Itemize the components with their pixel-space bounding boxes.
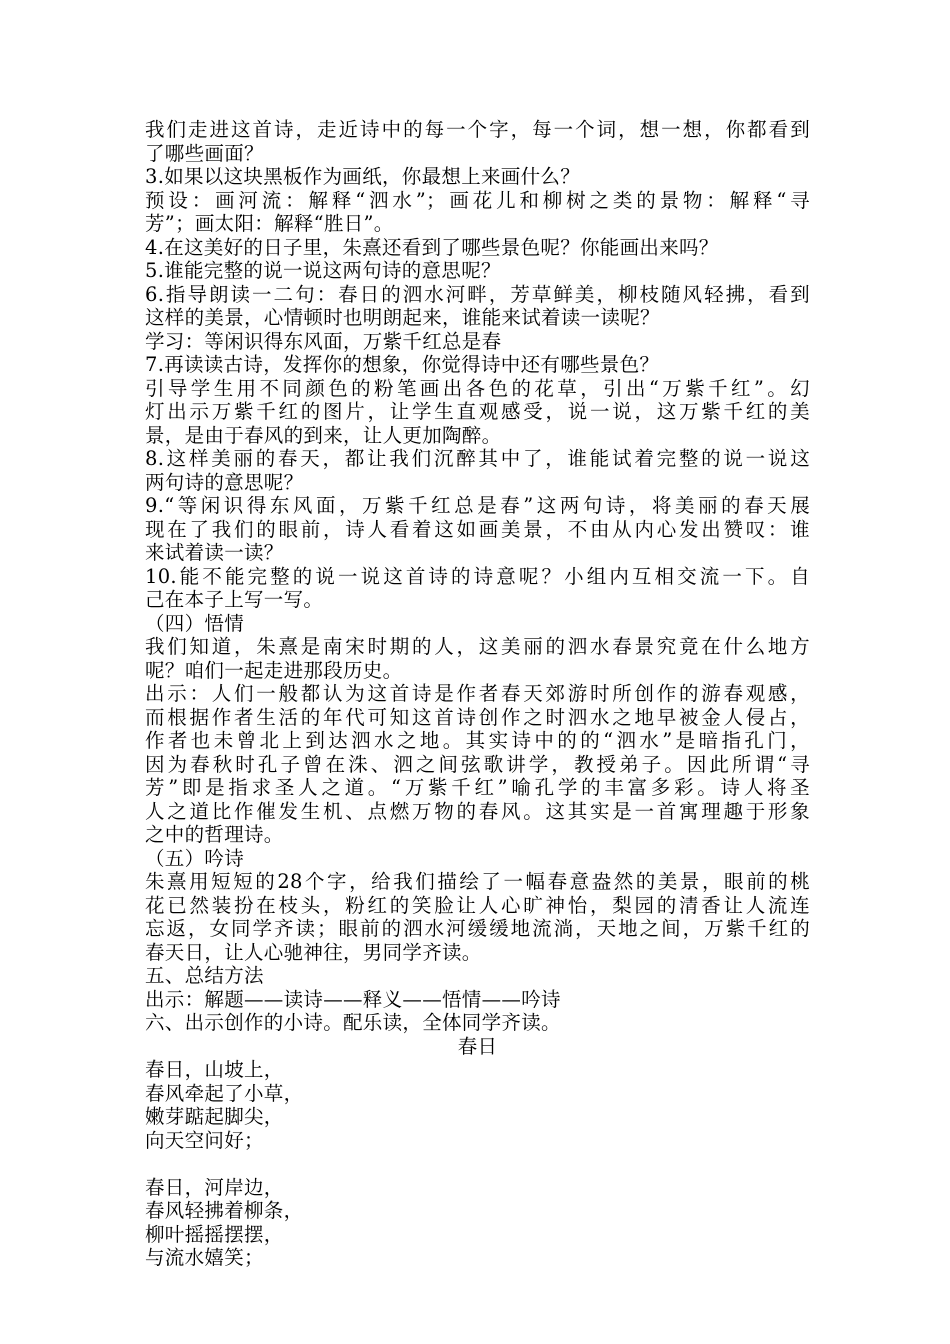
text-line: 6.指导朗读一二句：春日的泗水河畔，芳草鲜美，柳枝随风轻拂，看到	[145, 282, 810, 306]
text-line: 六、出示创作的小诗。配乐读，全体同学齐读。	[145, 1011, 561, 1034]
text-line: 春风轻拂着柳条，	[145, 1199, 304, 1222]
text-line: 引导学生用不同颜色的粉笔画出各色的花草，引出“万紫千红”。幻	[145, 376, 810, 400]
text-line: 之中的哲理诗。	[145, 823, 284, 846]
text-line: 7.再读读古诗，发挥你的想象，你觉得诗中还有哪些景色？	[145, 353, 660, 376]
text-line: 因为春秋时孔子曾在洙、泗之间弦歌讲学，教授弟子。因此所谓“寻	[145, 752, 810, 776]
text-line: 我们走进这首诗，走近诗中的每一个字，每一个词，想一想，你都看到	[145, 118, 810, 141]
text-line: （四）悟情	[145, 611, 245, 635]
text-line: 芳”；画太阳：解释“胜日”。	[145, 212, 394, 235]
text-line: 呢？咱们一起走进那段历史。	[145, 658, 403, 682]
text-line: 灯出示万紫千红的图片，让学生直观感受，说一说，这万紫千红的美	[145, 400, 810, 423]
text-line: 出示：人们一般都认为这首诗是作者春天郊游时所创作的游春观感，	[145, 682, 810, 705]
text-line: 作者也未曾北上到达泗水之地。其实诗中的的“泗水”是暗指孔门，	[145, 729, 810, 752]
text-line: 现在了我们的眼前，诗人看着这如画美景，不由从内心发出赞叹：谁	[145, 517, 810, 541]
text-line: 而根据作者生活的年代可知这首诗创作之时泗水之地早被金人侵占，	[145, 705, 810, 729]
text-line: 我们知道，朱熹是南宋时期的人，这美丽的泗水春景究竟在什么地方	[145, 635, 810, 658]
text-line: 嫩芽踮起脚尖，	[145, 1105, 284, 1128]
text-line: 3.如果以这块黑板作为画纸，你最想上来画什么？	[145, 165, 581, 188]
text-line: 忘返，女同学齐读；眼前的泗水河缓缓地流淌，天地之间，万紫千红的	[145, 917, 810, 940]
text-line: 柳叶摇摇摆摆，	[145, 1222, 284, 1246]
text-line: 朱熹用短短的28个字，给我们描绘了一幅春意盎然的美景，眼前的桃	[145, 870, 810, 893]
text-line: 两句诗的意思呢？	[145, 470, 304, 494]
text-line: 10.能不能完整的说一说这首诗的诗意呢？小组内互相交流一下。自	[145, 564, 810, 588]
text-line: 己在本子上写一写。	[145, 588, 324, 611]
text-line: 出示：解题——读诗——释义——悟情——吟诗	[145, 987, 561, 1011]
text-line: 花已然装扮在枝头，粉红的笑脸让人心旷神怡，梨园的清香让人流连	[145, 893, 810, 917]
text-line: 预设：画河流：解释“泗水”；画花儿和柳树之类的景物：解释“寻	[145, 188, 810, 212]
poem-title: 春日	[457, 1034, 498, 1058]
text-line: 4.在这美好的日子里，朱熹还看到了哪些景色呢？你能画出来吗？	[145, 235, 719, 259]
text-line: 春天日，让人心驰神往，男同学齐读。	[145, 940, 482, 964]
text-line: 与流水嬉笑；	[145, 1246, 264, 1269]
text-line: 春日，河岸边，	[145, 1175, 284, 1199]
text-line: 人之道比作催发生机、点燃万物的春风。这其实是一首寓理趣于形象	[145, 799, 810, 823]
text-line: 8.这样美丽的春天，都让我们沉醉其中了，谁能试着完整的说一说这	[145, 447, 810, 470]
text-line: 来试着读一读？	[145, 541, 284, 564]
text-line: 芳”即是指求圣人之道。“万紫千红”喻孔学的丰富多彩。诗人将圣	[145, 776, 810, 799]
text-line: 五、总结方法	[145, 964, 264, 987]
text-line: 这样的美景，心情顿时也明朗起来，谁能来试着读一读呢？	[145, 306, 660, 329]
text-line: 9.“等闲识得东风面，万紫千红总是春”这两句诗，将美丽的春天展	[145, 494, 810, 517]
text-line: 向天空问好；	[145, 1128, 264, 1152]
text-line: 5.谁能完整的说一说这两句诗的意思呢？	[145, 259, 501, 282]
text-line: 春风牵起了小草，	[145, 1081, 304, 1105]
text-line: 了哪些画面？	[145, 141, 264, 165]
text-line: 春日，山坡上，	[145, 1058, 284, 1081]
text-line: 景，是由于春风的到来，让人更加陶醉。	[145, 423, 502, 447]
blank-line	[145, 1152, 810, 1176]
document-page	[145, 118, 810, 1270]
text-line: 学习：等闲识得东风面，万紫千红总是春	[145, 329, 502, 353]
text-line: （五）吟诗	[145, 846, 245, 870]
